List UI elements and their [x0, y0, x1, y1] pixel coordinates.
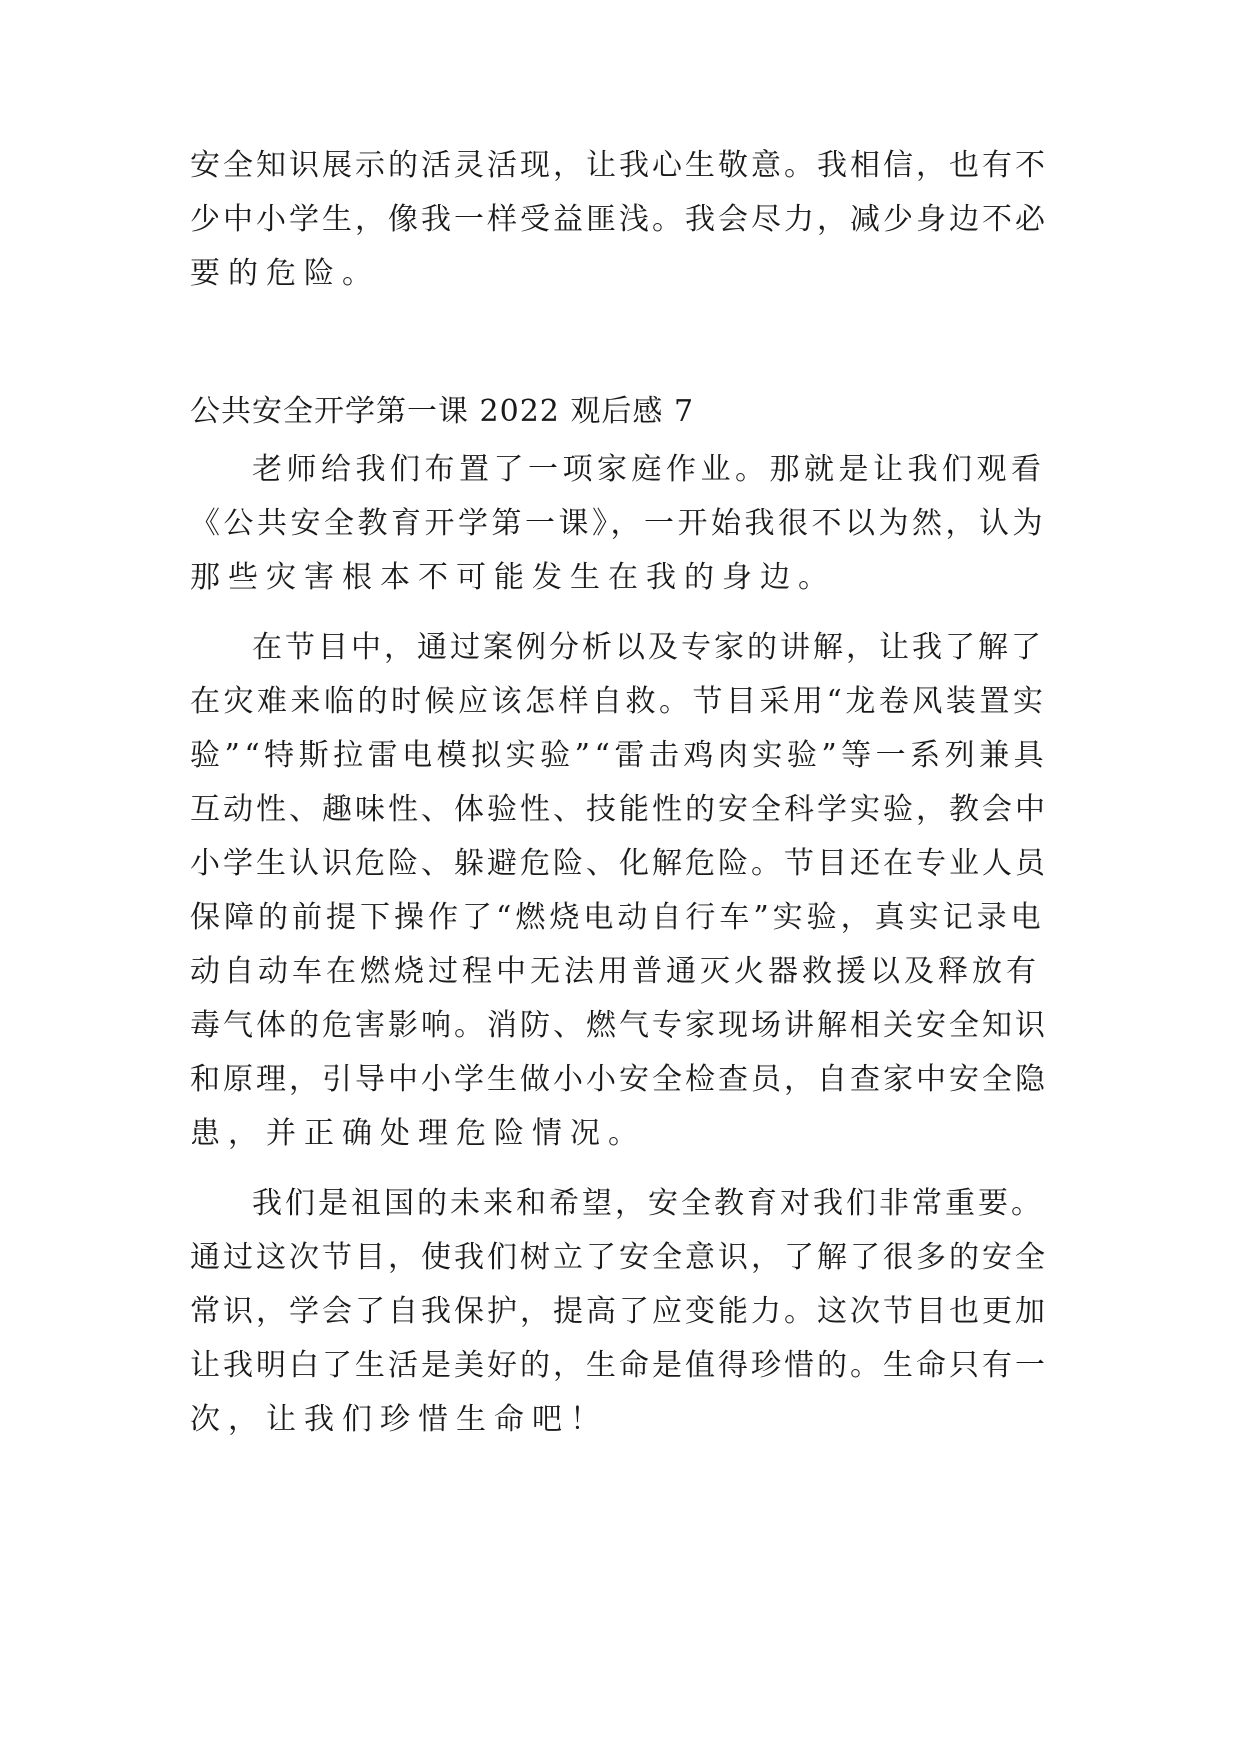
- text-line: 《公共安全教育开学第一课》，一开始我很不以为然，认为: [190, 506, 1046, 541]
- text-line: 安全知识展示的活灵活现，让我心生敬意。我相信，也有不: [190, 148, 1048, 183]
- text-line: 老师给我们布置了一项家庭作业。那就是让我们观看: [252, 452, 1046, 487]
- text-line: 常识，学会了自我保护，提高了应变能力。这次节目也更加: [190, 1294, 1048, 1329]
- text-line: 小学生认识危险、躲避危险、化解危险。节目还在专业人员: [190, 846, 1048, 881]
- section-heading: 公共安全开学第一课 2022 观后感 7: [190, 394, 695, 429]
- text-line: 互动性、趣味性、体验性、技能性的安全科学实验，教会中: [190, 792, 1048, 827]
- text-line: 保障的前提下操作了“燃烧电动自行车”实验，真实记录电: [190, 900, 1045, 935]
- text-line: 动自动车在燃烧过程中无法用普通灭火器救援以及释放有: [190, 954, 1040, 989]
- text-line: 在灾难来临的时候应该怎样自救。节目采用“龙卷风装置实: [190, 684, 1047, 719]
- text-line: 在节目中，通过案例分析以及专家的讲解，让我了解了: [252, 630, 1044, 665]
- text-line: 毒气体的危害影响。消防、燃气专家现场讲解相关安全知识: [190, 1008, 1048, 1043]
- text-line: 那些灾害根本不可能发生在我的身边。: [190, 560, 836, 595]
- text-line: 少中小学生，像我一样受益匪浅。我会尽力，减少身边不必: [190, 202, 1048, 237]
- text-line: 验”“特斯拉雷电模拟实验”“雷击鸡肉实验”等一系列兼具: [190, 738, 1049, 773]
- text-line: 要的危险。: [190, 256, 380, 291]
- text-line: 通过这次节目，使我们树立了安全意识，了解了很多的安全: [190, 1240, 1048, 1275]
- text-line: 和原理，引导中小学生做小小安全检查员，自查家中安全隐: [190, 1062, 1048, 1097]
- text-line: 患，并正确处理危险情况。: [190, 1116, 646, 1151]
- text-line: 次，让我们珍惜生命吧！: [190, 1402, 608, 1437]
- text-line: 我们是祖国的未来和希望，安全教育对我们非常重要。: [252, 1186, 1044, 1221]
- text-line: 让我明白了生活是美好的，生命是值得珍惜的。生命只有一: [190, 1348, 1048, 1383]
